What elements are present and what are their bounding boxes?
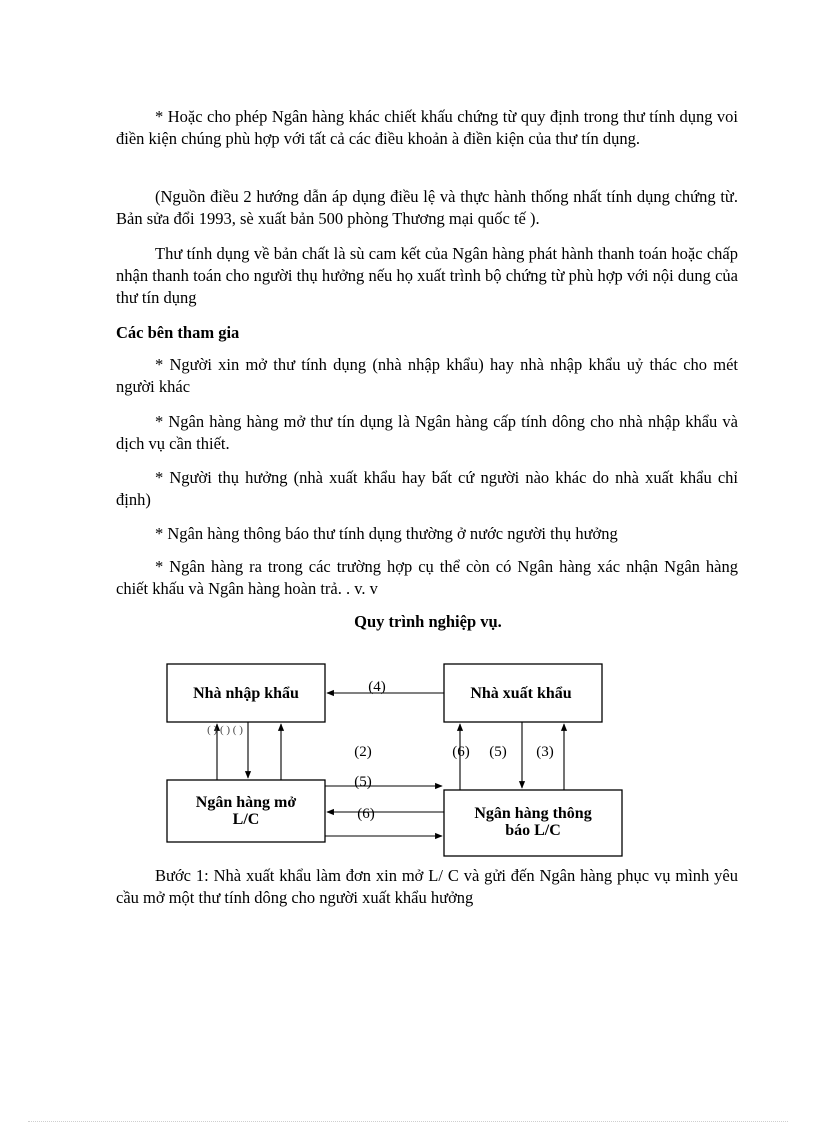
label-partial-hidden: ( ) ( ) ( ) (207, 724, 243, 736)
importer-label: Nhà nhập khẩu (193, 685, 299, 702)
advising-bank-label-2: báo L/C (505, 822, 561, 839)
label-6-horizontal: (6) (357, 806, 375, 822)
paragraph-issuing-bank: * Ngân hàng hàng mở thư tín dụng là Ngân hàng cấp tính dông cho nhà nhập khẩu và dịch vụ cần thiết. (116, 412, 738, 453)
page-bottom-rule (28, 1121, 788, 1122)
paragraph-other-banks: * Ngân hàng ra trong các trường hợp cụ thể còn có Ngân hàng xác nhận Ngân hàng chiết khấu và Ngân hàng hoàn trả. . v. v (116, 557, 738, 598)
exporter-label: Nhà xuất khẩu (470, 685, 572, 702)
label-6-vertical: (6) (452, 744, 470, 760)
label-3: (3) (536, 744, 554, 760)
paragraph-source-note: (Nguồn điều 2 hướng dẫn áp dụng điều lệ và thực hành thống nhất tính dụng chứng từ. Bản sửa đổi 1993, sè xuất bản 500 phòng Thương mại quốc tế ). (116, 187, 738, 228)
title-process: Quy trình nghiệp vụ. (354, 612, 502, 631)
label-4: (4) (368, 679, 386, 695)
issuing-bank-label-1: Ngân hàng mở (195, 794, 297, 811)
heading-parties: Các bên tham gia (116, 323, 240, 342)
paragraph-beneficiary: * Người thụ hưởng (nhà xuất khẩu hay bất cứ người nào khác do nhà xuất khẩu chỉ định) (116, 468, 738, 509)
paragraph-discount-clause: * Hoặc cho phép Ngân hàng khác chiết khấu chứng từ quy định trong thư tính dụng voi điền kiện chúng phù hợp với tất cả các điều khoản à điền kiện của thư tín dụng. (116, 107, 738, 148)
paragraph-step-1: Bước 1: Nhà xuất khẩu làm đơn xin mở L/ C và gửi đến Ngân hàng phục vụ mình yêu cầu mở một thư tính dông cho người xuất khẩu hưởng (116, 866, 738, 907)
paragraph-applicant: * Người xin mở thư tính dụng (nhà nhập khẩu) hay nhà nhập khẩu uỷ thác cho mét người khác (116, 355, 738, 396)
label-2: (2) (354, 744, 372, 760)
lc-process-diagram (0, 640, 816, 865)
paragraph-lc-definition: Thư tính dụng về bản chất là sù cam kết của Ngân hàng phát hành thanh toán hoặc chấp nhận thanh toán cho người thụ hưởng nếu họ xuất trình bộ chứng từ phù hợp với nội dung của thư tín dụng (116, 244, 738, 307)
label-5-horizontal: (5) (354, 774, 372, 790)
paragraph-advising-bank: * Ngân hàng thông báo thư tính dụng thường ở nước người thụ hưởng (155, 524, 618, 543)
issuing-bank-label-2: L/C (232, 811, 260, 828)
label-5-vertical: (5) (489, 744, 507, 760)
advising-bank-label-1: Ngân hàng thông (474, 805, 592, 822)
